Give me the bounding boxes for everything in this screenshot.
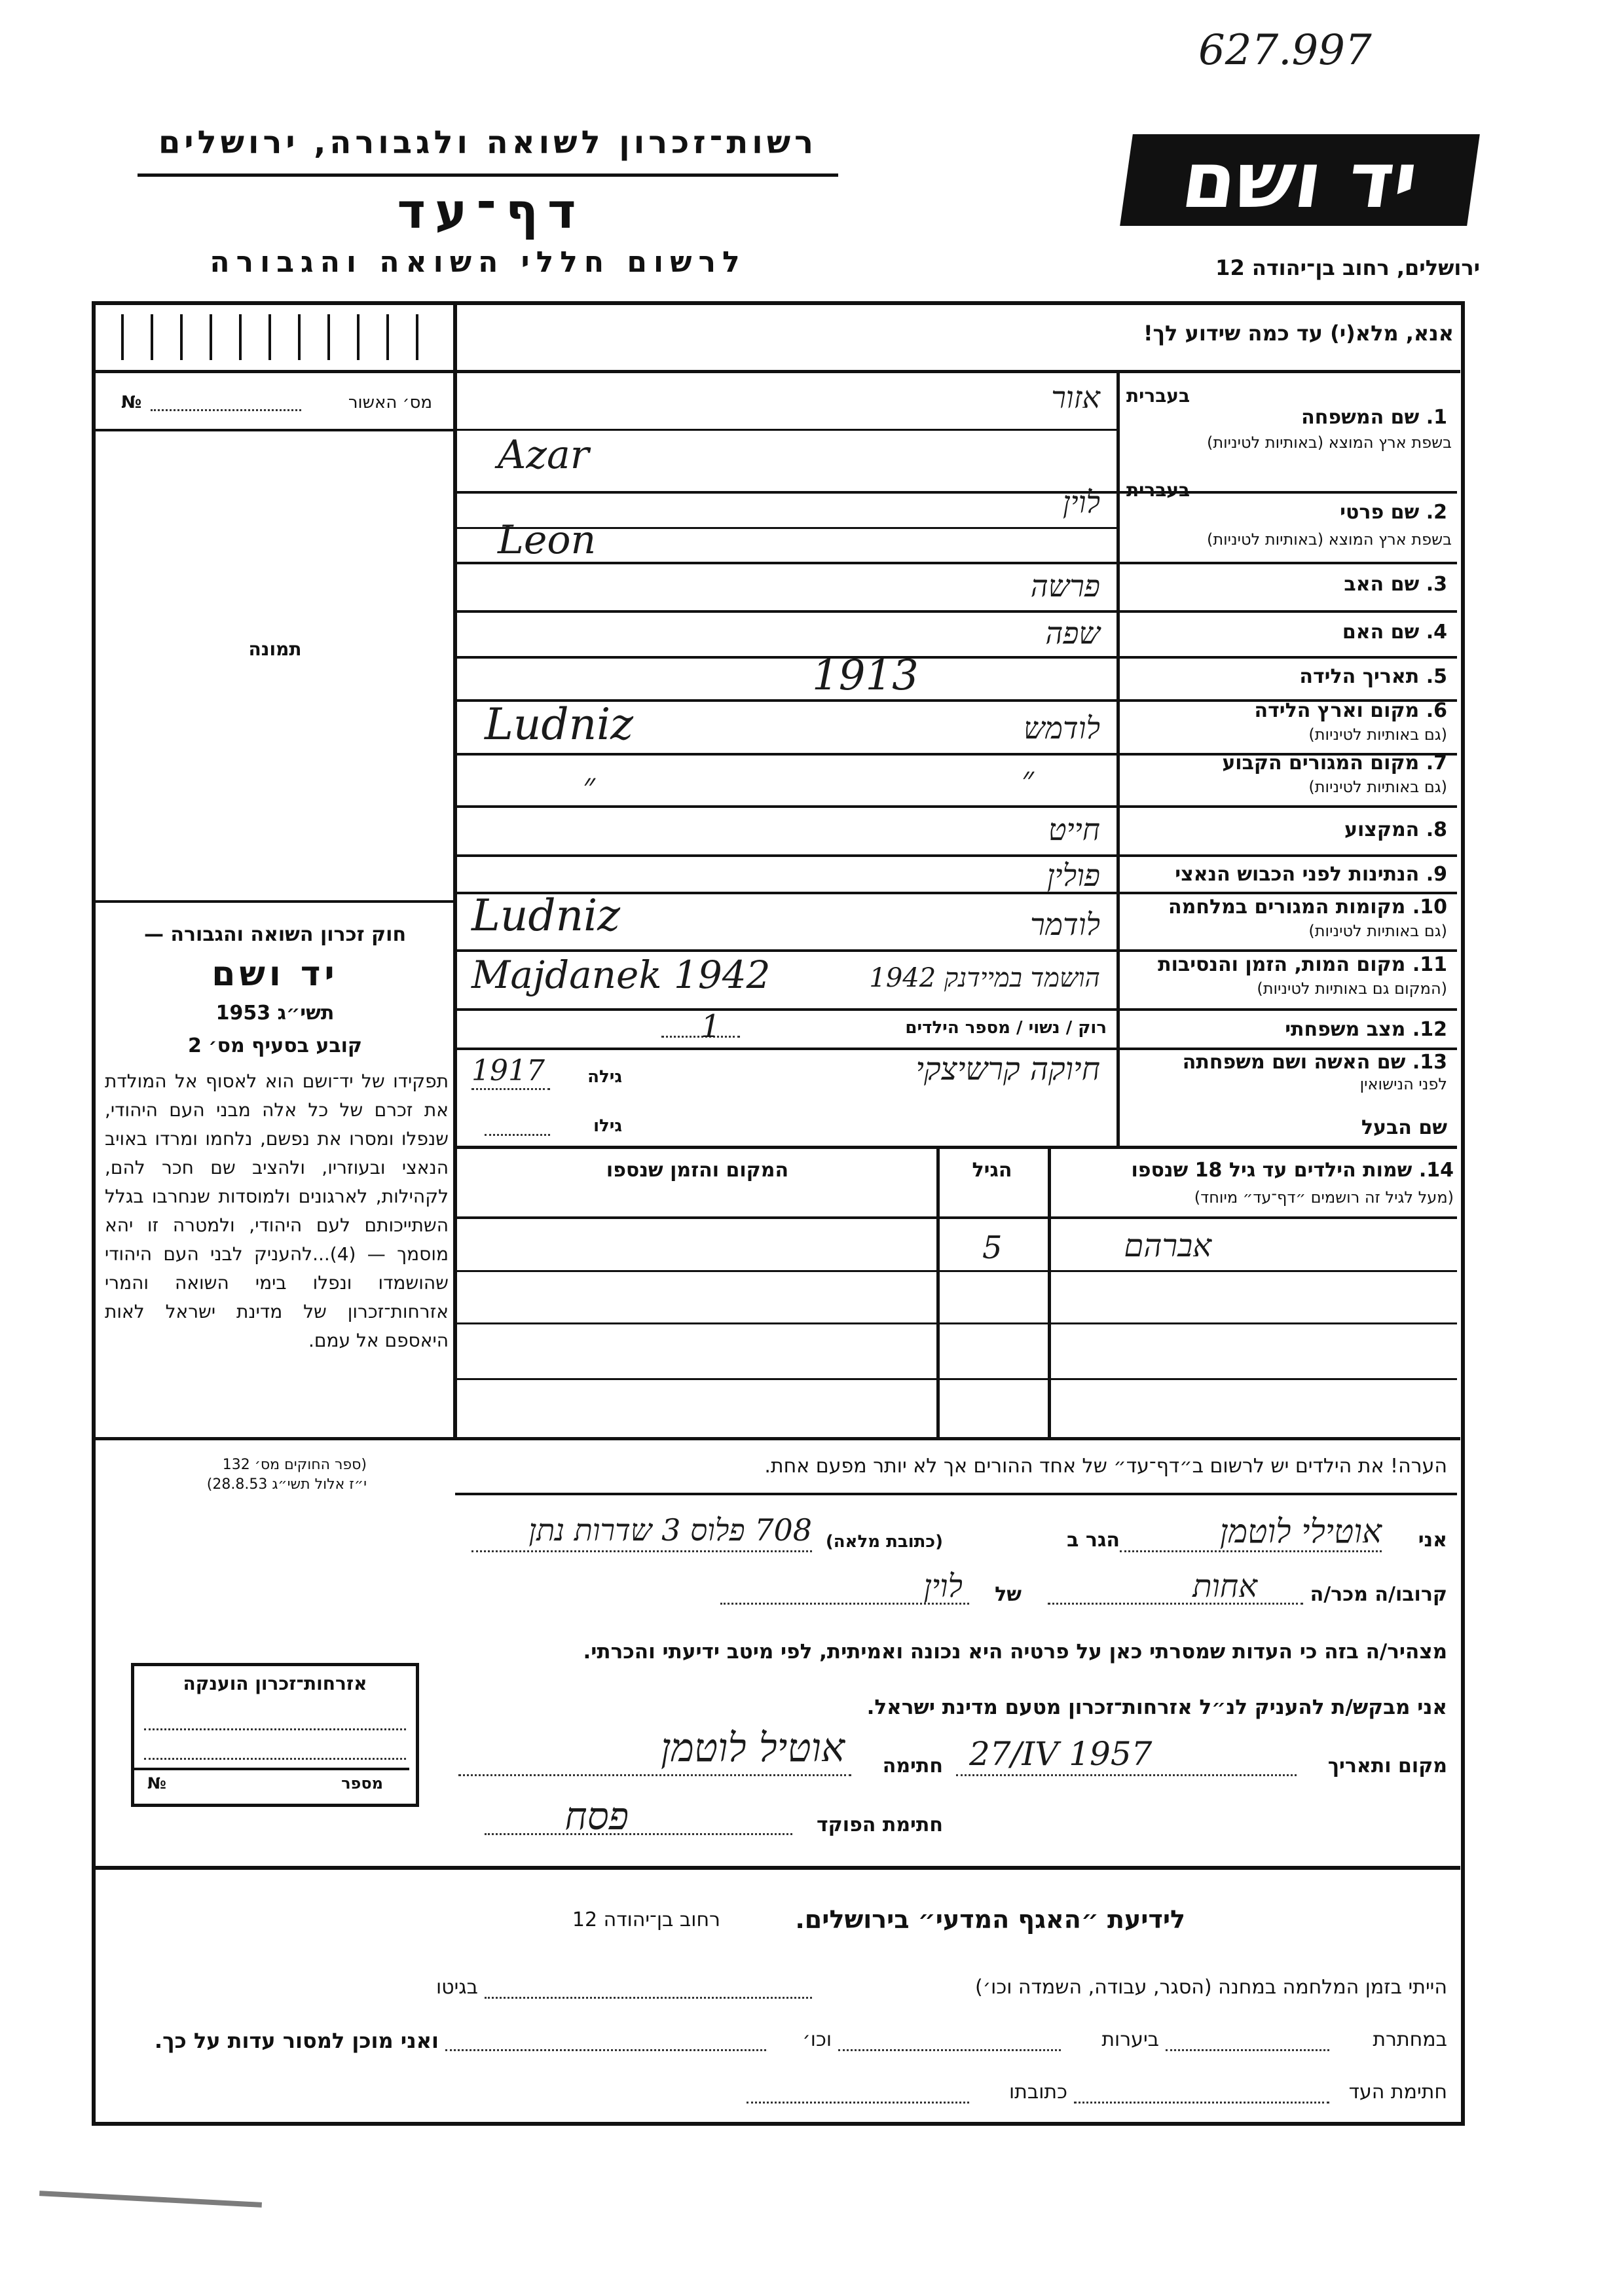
field-11-text: מקום המות, הזמן והנסיבות [1158, 953, 1406, 976]
children-bottom-line [92, 1437, 1460, 1440]
field-13-age-value[interactable]: 1917 [471, 1054, 545, 1087]
field-11-number: 11. [1412, 953, 1447, 976]
place-date-value[interactable]: 27/IV 1957 [969, 1735, 1153, 1773]
field-2-value-latin[interactable]: Leon [498, 517, 597, 563]
field-8-value[interactable]: חייט [1048, 812, 1100, 847]
field-6-value-latin[interactable]: Ludniz [485, 699, 633, 750]
field-4-number: 4. [1426, 621, 1447, 644]
officer-signature-label: חתימת הפוקד [817, 1813, 943, 1836]
field-1-label [1244, 406, 1447, 429]
field-1-sub: בשפת ארץ המוצא (באותיות לטיניות) [1207, 433, 1452, 452]
place-date-label: מקום ותאריך [1327, 1755, 1447, 1777]
footer-title: לידיעת ״האגף המדעי״ בירושלים. [795, 1905, 1185, 1934]
field-12-options: רוק / נשוי / מספר הילדים [905, 1018, 1107, 1038]
children-header-line [455, 1216, 1457, 1219]
header-address: ירושלים, רחוב בן־יהודה 12 [1215, 255, 1480, 280]
declarant-relative-label: קרובו/ה מכר/ה [1310, 1583, 1447, 1606]
declarant-of-label: של [995, 1583, 1022, 1606]
field-5-value[interactable]: 1913 [812, 651, 919, 700]
field-4-text: שם האם [1342, 621, 1420, 644]
law-text: תפקידו של יד־ושם הוא לאסוף אל המולדת את זכרם של כל אלה מבני העם היהודי, שנפלו ומסרו את נפשם, נלחמו ומרדו באויב הנאצי ובעוזריו, ולהציב שם חכר להם, לקהילות, לארגונים ולמוסדות שנחרבו בגלל השתייכותם לעם היהודי, ולמטרה זו יהא מוסמך — (4)...להעניק לבני העם היהודי שהושמדו ונפלו בימי השואה והמרי אזרחות־זכרון של מדינת ישראל לאות היאספם אל עמם. [105, 1070, 449, 1351]
law-name: יד ושם [212, 955, 339, 994]
field-13-value[interactable]: חיוקה קרשיצקי [915, 1051, 1100, 1087]
field-9-text: הנתינות לפני הכבוש הנאצי [1175, 863, 1420, 886]
field-2-sub: בשפת ארץ המוצא (באותיות לטיניות) [1207, 530, 1452, 549]
citizenship-box [131, 1663, 419, 1807]
label-column-divider [1116, 370, 1120, 1146]
field-6-text: מקום וארץ הלידה [1254, 699, 1420, 722]
children-title: שמות הילדים עד גיל 18 שנספו [1131, 1159, 1412, 1182]
scan-artifact [39, 2191, 262, 2208]
citizenship-box-sym: № [147, 1774, 166, 1793]
footer-line-1b: בגיטו [435, 1976, 478, 1999]
sidebar-divider [453, 301, 457, 1437]
law-clause: קובע בסעיף מס׳ 2 [187, 1034, 363, 1057]
footer-line-3-blank-2 [747, 2102, 969, 2104]
field-13-number: 13. [1412, 1051, 1447, 1074]
field-7-label [1153, 752, 1447, 774]
footer-line-2d: ואני מוכן למסור עדות על כך. [154, 2028, 439, 2053]
field-10-value-latin[interactable]: Ludniz [471, 890, 620, 941]
field-4-label [1179, 621, 1447, 644]
children-col-age-divider [936, 1146, 940, 1437]
field-12-children-value[interactable]: 1 [701, 1008, 721, 1045]
field-2-label [1244, 501, 1447, 524]
field-1-number: 1. [1426, 406, 1447, 429]
declarant-address-line [471, 1550, 812, 1552]
photo-top-line [92, 429, 455, 431]
field-2-text: שם פרטי [1340, 501, 1420, 524]
field-6-value-hebrew[interactable]: לודמש [1024, 710, 1100, 746]
field-1-value-hebrew[interactable]: אזור [1051, 380, 1100, 415]
field-6-number: 6. [1426, 699, 1447, 722]
field-11-sub: (המקום גם באותיות לטיניות) [1257, 979, 1447, 998]
field-3-value[interactable]: פרשה [1030, 568, 1100, 604]
field-7-value-hebrew[interactable]: ״ [1022, 759, 1034, 797]
field-10-number: 10. [1412, 896, 1447, 919]
field-13-age-line [471, 1088, 550, 1090]
footer-line-3b: כתובתו [1009, 2081, 1067, 2104]
declarant-name[interactable]: אוטילי לוטמן [1219, 1512, 1382, 1550]
footer-line-2b: ביערות [1101, 2028, 1159, 2051]
field-13b-age-line [485, 1134, 550, 1136]
form-title: דף־עד [397, 183, 585, 240]
request-text: אני מבקש/ת להעניק לנ״ל אזרחות־זכרון מטעם מדינת ישראל. [866, 1696, 1447, 1719]
declaration-text: מצהיר/ה בזה כי העדות שמסרתי כאן על פרטיה היא נכונה ואמיתית, לפי מיטב ידיעתי והכרתי. [583, 1640, 1447, 1664]
field-5-number: 5. [1426, 665, 1447, 688]
footer-line-2-blank-1 [1166, 2049, 1329, 2051]
signature-label: חתימה [882, 1755, 943, 1777]
field-3-text: שם האב [1344, 573, 1420, 596]
archive-number: 627.997 [1198, 26, 1372, 75]
field-1-text: שם המשפחה [1301, 406, 1420, 429]
field-3-label [1179, 573, 1447, 596]
citizenship-box-number-label: מספר [341, 1774, 383, 1793]
field-12-number: 12. [1412, 1018, 1447, 1041]
footer-line-2c: וכו׳ [802, 2028, 832, 2051]
field-9-value[interactable]: פולין [1046, 858, 1100, 893]
field-6-sub: (גם באותיות לטיניות) [1308, 725, 1447, 744]
field-2-value-hebrew[interactable]: לוין [1062, 484, 1100, 520]
note-text: הערה! את הילדים יש לרשום ב״דף־עד״ של אחד ההורים אך לא יותר מפעם אחת. [764, 1455, 1447, 1478]
field-5-label [1179, 665, 1447, 688]
declarant-of-name[interactable]: לוין [923, 1568, 963, 1605]
signature-line [458, 1774, 851, 1776]
form-subtitle: לרשום חללי השואה והגבורה [210, 246, 747, 279]
declarant-relation[interactable]: אחות [1192, 1568, 1257, 1605]
approval-boxes [121, 314, 435, 360]
children-sub: (מעל לגיל זה רושמים ״דף־עד״ מיוחד) [1194, 1188, 1454, 1207]
field-7-text: מקום המגורים הקבוע [1222, 752, 1420, 774]
footer-line-3-blank-1 [1074, 2102, 1329, 2104]
field-10-label [1126, 896, 1447, 919]
field-13b-age-label: גילו [593, 1116, 622, 1136]
field-8-text: המקצוע [1344, 818, 1420, 841]
field-2-number: 2. [1426, 501, 1447, 524]
footer-line-2-blank-2 [838, 2049, 1061, 2051]
place-date-line [956, 1774, 1297, 1776]
note-bottom-line [455, 1493, 1457, 1495]
field-13b-label: שם הבעל [1361, 1116, 1447, 1139]
officer-signature-value[interactable]: פסח [564, 1794, 629, 1838]
field-12-text: מצב משפחתי [1285, 1018, 1406, 1041]
law-title: חוק זכרון השואה והגבורה — [143, 923, 407, 946]
children-place-header: המקום והזמן שנספו [606, 1159, 789, 1182]
declarant-i-label: אני [1418, 1529, 1447, 1552]
top-strip-divider [92, 370, 1460, 373]
field-1-hebrew-tag: בעברית [1126, 385, 1190, 407]
photo-label: תמונה [248, 638, 302, 660]
field-9-label [1126, 863, 1447, 886]
signature-value[interactable]: אוטיל לוטמן [661, 1725, 845, 1771]
footer-line-3a: חתימת העד [1348, 2081, 1447, 2104]
citizenship-box-title: אזרחות־זכרון הוענקה [183, 1673, 367, 1694]
field-8-number: 8. [1426, 818, 1447, 841]
field-4-value[interactable]: שפה [1045, 615, 1100, 651]
children-col-name-divider [1048, 1146, 1051, 1437]
footer-divider [92, 1866, 1460, 1870]
footer-line-2-blank-3 [445, 2049, 766, 2051]
field-7-value-latin[interactable]: ״ [583, 766, 595, 804]
field-7-sub: (גם באותיות לטיניות) [1308, 778, 1447, 796]
children-age-header: הגיל [972, 1159, 1012, 1182]
field-11-value-hebrew[interactable]: הושמד במיידנק 1942 [869, 963, 1100, 993]
law-reference-2: י״ז אלול תשי״ג 28.8.53) [206, 1476, 367, 1493]
photo-bottom-line [92, 900, 455, 903]
field-10-value-hebrew[interactable]: לודמר [1030, 907, 1100, 942]
approval-number-line [151, 409, 301, 411]
field-13-label [1126, 1051, 1447, 1074]
approval-number-label: מס׳ האשור [348, 393, 432, 412]
field-8-label [1179, 818, 1447, 841]
org-underline [138, 173, 838, 177]
children-header [1054, 1159, 1454, 1182]
footer-line-1a: הייתי בזמן המלחמה במחנה (הסגר, עבודה, השמדה וכו׳) [974, 1976, 1447, 1999]
footer-line-1-blank [485, 1997, 812, 1999]
field-12-label [1179, 1018, 1447, 1041]
law-reference-1: (ספר החוקים מס׳ 132 [222, 1457, 367, 1473]
declarant-lives-label: הגר ב [1067, 1529, 1120, 1552]
yad-vashem-logo: יד ושם [1120, 134, 1480, 226]
instruction-text: אנא, מלא(י) עד כמה שידוע לך! [1143, 321, 1454, 346]
field-10-text: מקומות המגורים במלחמה [1168, 896, 1406, 919]
law-year: תשי״ג 1953 [215, 1002, 335, 1025]
field-3-number: 3. [1426, 573, 1447, 596]
declarant-address-label: (כתובת מלאה) [825, 1532, 943, 1552]
field-11-value-latin[interactable]: Majdanek 1942 [471, 953, 771, 997]
field-13-sub: לפני הנישואין [1359, 1075, 1447, 1093]
field-1-value-latin[interactable]: Azar [498, 432, 589, 478]
footer-line-2a: במחתרת [1373, 2028, 1447, 2051]
child-name[interactable]: אברהם [1124, 1228, 1211, 1264]
organization-line: רשות־זכרון לשואה ולגבורה, ירושלים [158, 124, 818, 161]
declarant-name-line [1120, 1550, 1382, 1552]
approval-sym: № [121, 393, 142, 412]
field-5-text: תאריך הלידה [1299, 665, 1420, 688]
field-13-age-label: גילה [587, 1067, 622, 1087]
field-10-sub: (גם באותיות לטיניות) [1308, 922, 1447, 940]
declarant-address[interactable]: 708 פלוס 3 שדרות נתן [528, 1512, 812, 1548]
field-7-number: 7. [1426, 752, 1447, 774]
field-2-hebrew-tag: בעברית [1126, 479, 1190, 501]
field-13-text: שם האשה ושם משפחתה [1182, 1051, 1406, 1074]
footer-address: רחוב בן־יהודה 12 [572, 1908, 720, 1931]
field-6-label [1153, 699, 1447, 722]
field-11-label [1126, 953, 1447, 976]
field-9-number: 9. [1426, 863, 1447, 886]
child-age[interactable]: 5 [982, 1230, 1003, 1266]
children-number: 14. [1418, 1159, 1454, 1182]
